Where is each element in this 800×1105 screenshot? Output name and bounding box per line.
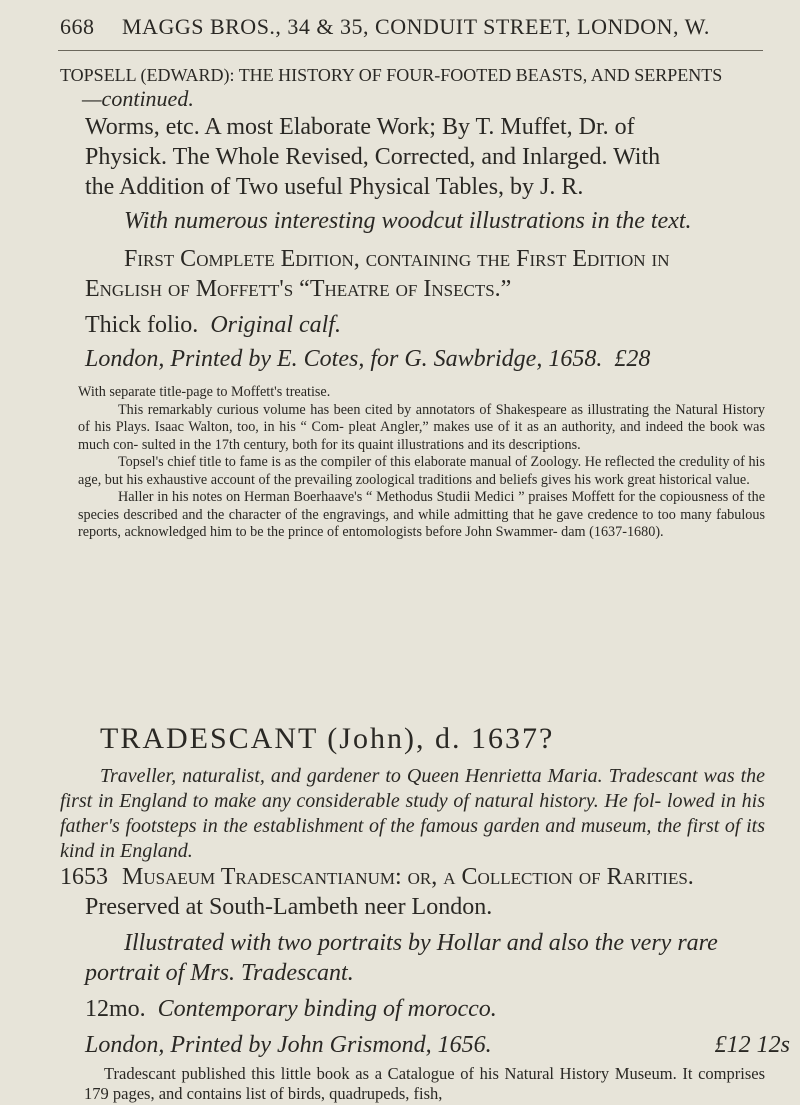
topsell-title-line-1: Worms, etc. A most Elaborate Work; By T. Muffet, Dr. of	[85, 114, 635, 140]
topsell-binding: Original calf.	[210, 312, 341, 338]
lot-1653	[60, 862, 765, 892]
topsell-title-line-3: the Addition of Two useful Physical Tables, by J. R.	[85, 174, 584, 200]
page-number: 668	[60, 14, 95, 39]
tradescant-note: Tradescant published this little book as a Catalogue of his Natural History Museum. It comprises 179 pages, and contains list of birds, quadrupeds, fish,	[84, 1064, 765, 1103]
topsell-heading	[60, 64, 765, 86]
topsell-edition-line-1: First Complete Edition, containing the First Edition in	[124, 246, 670, 272]
topsell-note-1: With separate title-page to Moffett's treatise.	[78, 384, 331, 400]
running-header	[60, 14, 760, 40]
tradescant-imprint: London, Printed by John Grismond, 1656.	[85, 1032, 492, 1058]
topsell-imprint-line	[60, 344, 790, 374]
tradescant-price: £12 12s	[714, 1032, 790, 1058]
topsell-note-4: Haller in his notes on Herman Boerhaave's “ Methodus Studii Medici ” praises Moffett for the copiousness of the species described and the character of the engravings, and while admitting that he gave credence to too many fabulous reports, acknowledged him to be the prince of entomologists before John Swammer- dam (1637-1680).	[78, 489, 765, 540]
tradescant-format: 12mo.	[85, 996, 146, 1022]
topsell-note-2: This remarkably curious volume has been cited by annotators of Shakespeare as illustrating the Natural History of his Plays. Isaac Walton, too, in his “ Com- pleat Angler,” makes use of it as an authority, and indeed the book was much con- sulted in the 17th century, both for its quaint illustrations and its descriptions.	[78, 401, 765, 453]
topsell-notes	[78, 384, 765, 542]
topsell-edition-line-2: English of Moffett's “Theatre of Insects.”	[85, 276, 512, 302]
tradescant-imprint-line	[60, 1030, 790, 1060]
tradescant-bio	[60, 764, 765, 864]
publisher-line: MAGGS BROS., 34 & 35, CONDUIT STREET, LONDON, W.	[122, 14, 710, 39]
tradescant-title-line-2: Preserved at South-Lambeth neer London.	[85, 894, 493, 920]
topsell-illustrations: With numerous interesting woodcut illustrations in the text.	[124, 208, 692, 234]
tradescant-format-line	[60, 994, 790, 1024]
topsell-imprint: London, Printed by E. Cotes, for G. Sawbridge, 1658.	[85, 346, 603, 372]
tradescant-binding: Contemporary binding of morocco.	[157, 996, 497, 1022]
lot-number: 1653	[60, 864, 108, 890]
tradescant-illustrated-line-2: portrait of Mrs. Tradescant.	[85, 960, 354, 986]
header-rule	[58, 50, 763, 51]
tradescant-heading: TRADESCANT (John), d. 1637?	[100, 722, 555, 755]
continued-label: —continued.	[82, 86, 194, 111]
tradescant-illustrated-line-1: Illustrated with two portraits by Hollar and also the very rare	[124, 930, 718, 956]
topsell-note-3: Topsel's chief title to fame is as the compiler of this elaborate manual of Zoology. He reflected the credulity of his age, but his exhaustive account of the prevailing zoological traditions and beliefs gives his work great historical value.	[78, 454, 765, 488]
tradescant-title-line-1: Musaeum Tradescantianum: or, a Collection of Rarities.	[122, 864, 694, 890]
topsell-format: Thick folio.	[85, 312, 199, 338]
topsell-format-line	[60, 310, 790, 340]
topsell-author: TOPSELL (EDWARD):	[60, 65, 235, 85]
topsell-price: £28	[614, 346, 651, 372]
tradescant-bio-text: Traveller, naturalist, and gardener to Queen Henrietta Maria. Tradescant was the first in England to make any considerable study of natural history. He fol- lowed in his father's footsteps in the establishment of the famous garden and museum, the first of its kind in England.	[60, 765, 765, 862]
topsell-title-line-2: Physick. The Whole Revised, Corrected, and Inlarged. With	[85, 144, 661, 170]
topsell-title-caps: THE HISTORY OF FOUR-FOOTED BEASTS, AND SERPENTS	[238, 65, 723, 85]
